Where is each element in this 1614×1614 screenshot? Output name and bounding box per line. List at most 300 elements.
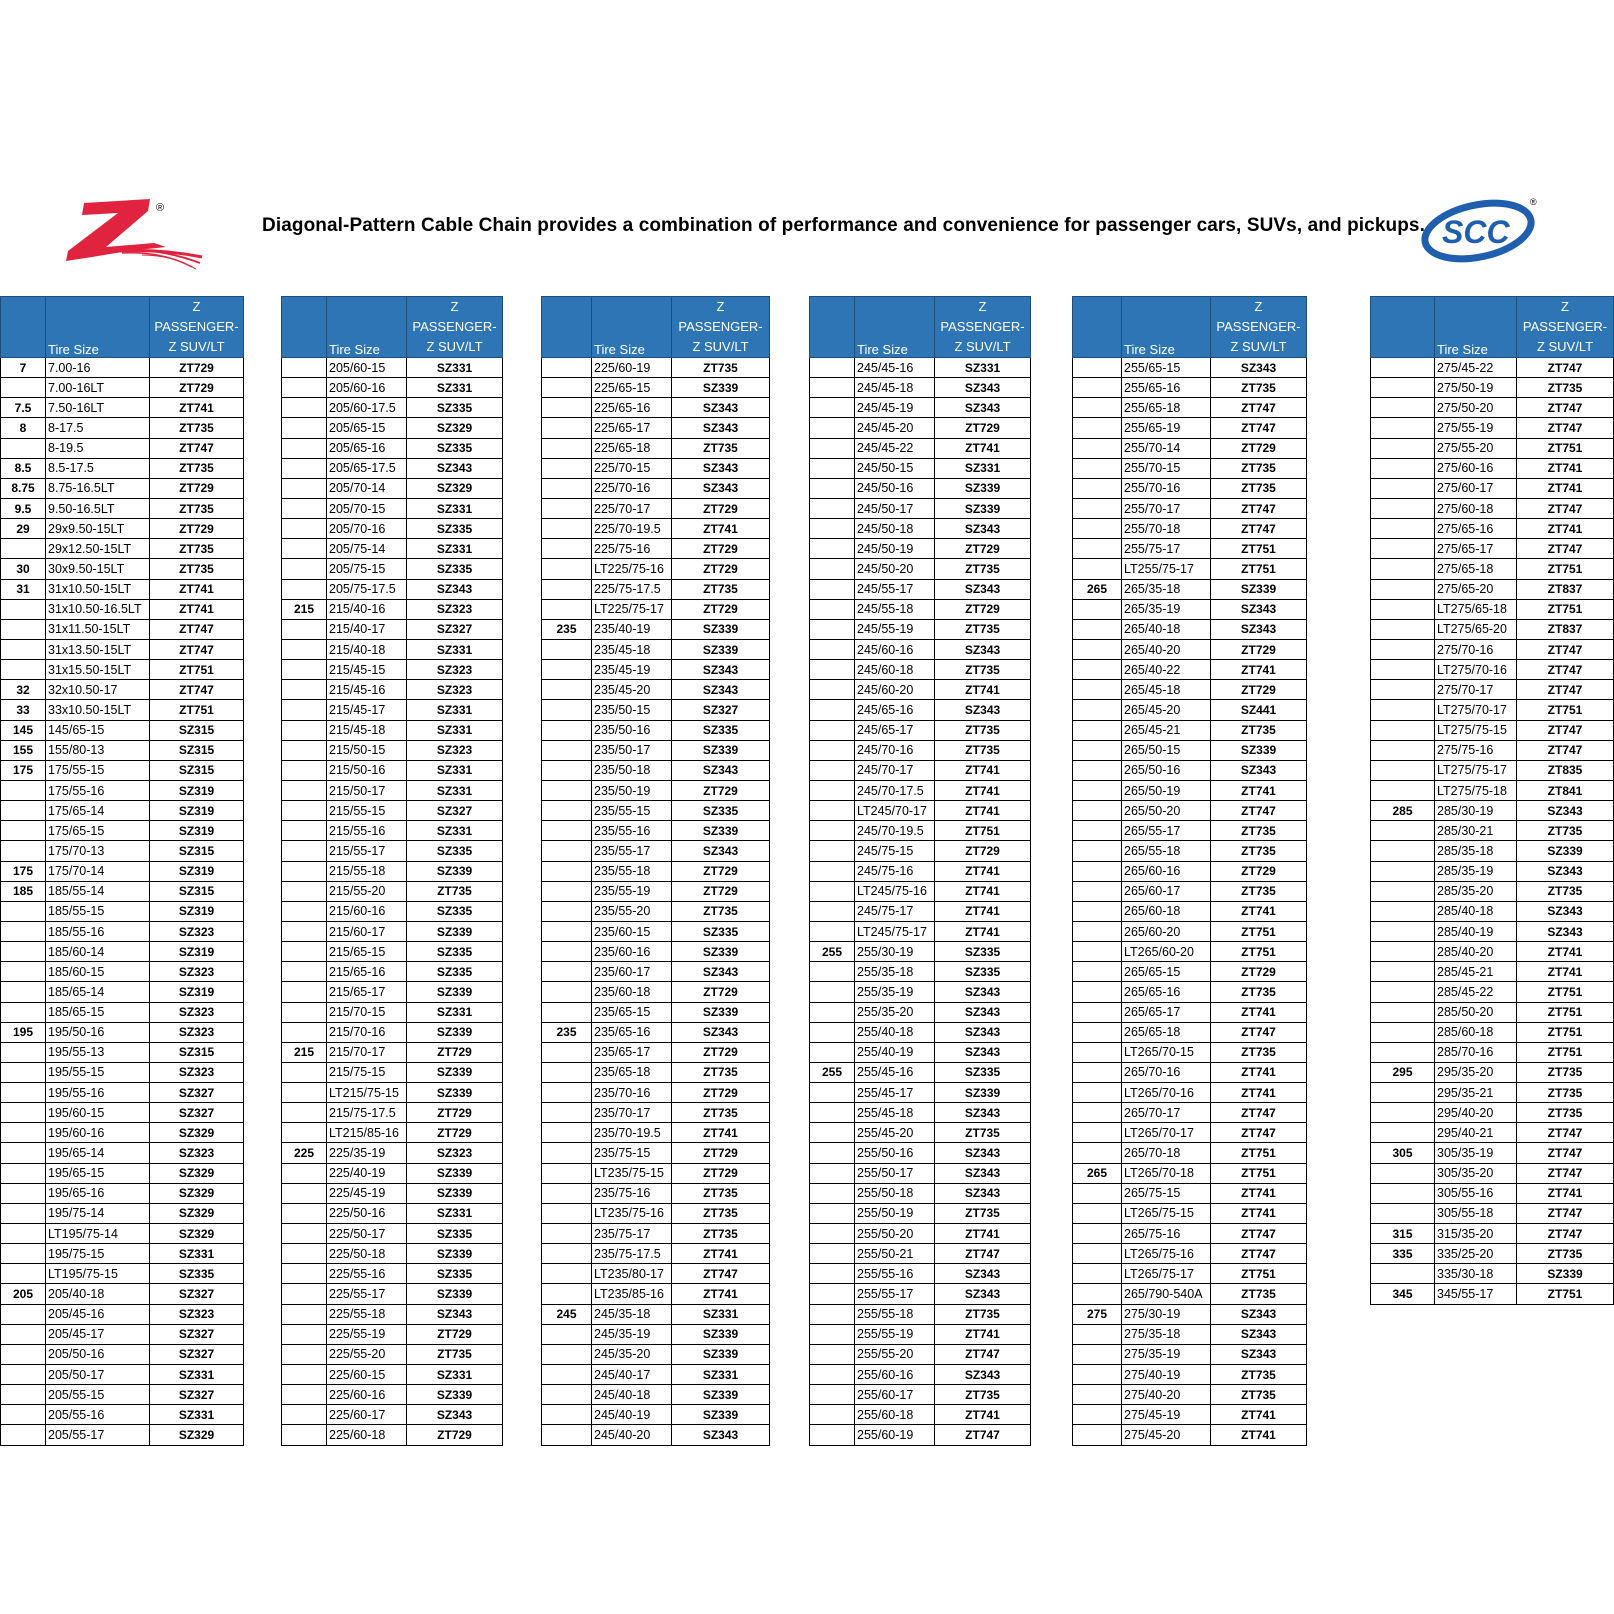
chain-model-cell: SZ335 (407, 398, 503, 418)
chain-model-cell: ZT741 (935, 901, 1031, 921)
tire-width-cell (1073, 1203, 1122, 1223)
tire-size-cell: 245/75-15 (855, 841, 935, 861)
chain-model-cell: ZT747 (1517, 1163, 1614, 1183)
chain-model-cell: SZ339 (672, 1405, 770, 1425)
chain-model-cell: SZ327 (672, 700, 770, 720)
tire-size-cell: LT275/65-20 (1435, 619, 1517, 639)
chain-model-cell: ZT729 (407, 1425, 503, 1445)
table-row (1073, 1183, 1307, 1203)
table-row (282, 1203, 503, 1223)
table-row (1371, 680, 1614, 700)
chain-model-cell: ZT735 (1211, 881, 1307, 901)
table-row (1, 1284, 244, 1304)
chain-header-line2: Z SUV/LT (1536, 339, 1594, 354)
chain-model-cell: ZT729 (672, 982, 770, 1002)
tire-size-cell: LT275/75-18 (1435, 780, 1517, 800)
tire-size-cell: 235/70-19.5 (592, 1123, 672, 1143)
tire-width-cell: 315 (1371, 1224, 1435, 1244)
tire-width-cell (810, 1163, 855, 1183)
tire-width-cell (1371, 559, 1435, 579)
chain-model-cell: ZT741 (1211, 1425, 1307, 1445)
chain-model-cell: ZT741 (935, 1405, 1031, 1425)
table-row (1073, 639, 1307, 659)
table-row (1073, 358, 1307, 378)
table-row (1073, 660, 1307, 680)
tire-width-cell (1371, 398, 1435, 418)
table-row (1, 801, 244, 821)
tire-width-cell (1371, 438, 1435, 458)
tire-size-cell: 215/45-16 (327, 680, 407, 700)
tire-size-cell: 195/60-15 (46, 1103, 150, 1123)
chain-model-cell: SZ339 (407, 1183, 503, 1203)
table-row (810, 901, 1031, 921)
tire-size-cell: 185/55-16 (46, 921, 150, 941)
chain-model-cell: SZ331 (935, 458, 1031, 478)
chain-model-cell: SZ343 (935, 1365, 1031, 1385)
table-row (282, 438, 503, 458)
chain-model-cell: SZ327 (150, 1284, 244, 1304)
tire-size-cell: 265/70-18 (1122, 1143, 1211, 1163)
tire-size-cell: 275/65-16 (1435, 519, 1517, 539)
chain-model-cell: SZ315 (150, 841, 244, 861)
chain-model-cell: ZT729 (1211, 680, 1307, 700)
table-row (542, 1143, 770, 1163)
table-row (1371, 901, 1614, 921)
tire-width-cell (1073, 1083, 1122, 1103)
tire-size-cell: 265/65-16 (1122, 982, 1211, 1002)
tire-width-cell (810, 801, 855, 821)
tire-size-cell: 265/50-20 (1122, 801, 1211, 821)
table-row (282, 660, 503, 680)
tire-width-cell (1073, 1344, 1122, 1364)
tire-size-cell: 255/55-20 (855, 1344, 935, 1364)
table-row (1073, 1103, 1307, 1123)
table-row (1371, 519, 1614, 539)
tire-width-cell (810, 1183, 855, 1203)
tire-size-cell: 235/70-16 (592, 1083, 672, 1103)
table-row (542, 780, 770, 800)
tire-size-cell: 255/60-16 (855, 1365, 935, 1385)
tire-size-cell: 215/50-17 (327, 780, 407, 800)
table-row (1371, 579, 1614, 599)
tire-size-cell: 215/50-16 (327, 760, 407, 780)
tire-width-cell (282, 861, 327, 881)
table-row (810, 559, 1031, 579)
chain-model-cell: ZT735 (1517, 1103, 1614, 1123)
table-row (542, 1324, 770, 1344)
tire-width-cell (810, 700, 855, 720)
chain-model-cell: SZ319 (150, 901, 244, 921)
tire-size-cell: 335/25-20 (1435, 1244, 1517, 1264)
tire-width-cell (810, 539, 855, 559)
tire-width-cell: 265 (1073, 1163, 1122, 1183)
chain-model-cell: ZT741 (935, 1324, 1031, 1344)
table-row (810, 1304, 1031, 1324)
table-row (542, 1123, 770, 1143)
table-row (1, 1163, 244, 1183)
tire-width-cell: 295 (1371, 1062, 1435, 1082)
chain-model-cell: ZT735 (672, 1103, 770, 1123)
tire-width-cell (1073, 438, 1122, 458)
chain-model-cell: ZT747 (1211, 1103, 1307, 1123)
chain-model-cell: SZ327 (150, 1103, 244, 1123)
chain-model-cell: SZ335 (407, 1264, 503, 1284)
tire-width-cell (1371, 539, 1435, 559)
chain-model-cell: ZT751 (1517, 1002, 1614, 1022)
tire-size-cell: 235/60-18 (592, 982, 672, 1002)
chain-model-cell: SZ331 (407, 498, 503, 518)
table-row (282, 1042, 503, 1062)
tire-width-cell (1073, 1224, 1122, 1244)
tire-size-cell: 255/65-18 (1122, 398, 1211, 418)
chain-model-cell: SZ327 (407, 619, 503, 639)
table-row (810, 639, 1031, 659)
tire-size-cell: 255/35-20 (855, 1002, 935, 1022)
tire-size-cell: 245/55-17 (855, 579, 935, 599)
chain-model-cell: ZT741 (1517, 519, 1614, 539)
tire-size-cell: 235/75-15 (592, 1143, 672, 1163)
tire-size-cell: 205/70-15 (327, 498, 407, 518)
table-row (282, 1143, 503, 1163)
tire-size-cell: 285/30-19 (1435, 801, 1517, 821)
tire-size-cell: 255/75-17 (1122, 539, 1211, 559)
tire-size-cell: 225/75-17.5 (592, 579, 672, 599)
tire-width-cell (542, 1103, 592, 1123)
table-row (1, 519, 244, 539)
table-row (542, 740, 770, 760)
table-row (810, 1264, 1031, 1284)
chain-model-cell: SZ331 (150, 1244, 244, 1264)
tire-size-cell: 245/40-18 (592, 1385, 672, 1405)
tire-width-cell (282, 1163, 327, 1183)
table-row (1073, 921, 1307, 941)
tire-width-cell (282, 660, 327, 680)
chain-model-cell: SZ331 (407, 760, 503, 780)
tire-size-cell: 305/55-16 (1435, 1183, 1517, 1203)
tire-size-cell: 245/40-17 (592, 1365, 672, 1385)
chain-model-cell: ZT735 (1211, 1365, 1307, 1385)
chain-model-cell: ZT747 (935, 1425, 1031, 1445)
tire-width-cell (1371, 740, 1435, 760)
chain-model-header (935, 297, 1031, 358)
tire-width-cell (1371, 1083, 1435, 1103)
table-row (542, 1163, 770, 1183)
tire-size-cell: LT265/70-15 (1122, 1042, 1211, 1062)
tire-width-cell: 235 (542, 619, 592, 639)
chain-model-cell: ZT735 (1517, 1062, 1614, 1082)
table-row (282, 539, 503, 559)
tire-width-cell (1, 921, 46, 941)
chain-model-cell: SZ335 (407, 519, 503, 539)
tire-width-cell (810, 1405, 855, 1425)
chain-model-cell: SZ343 (1211, 619, 1307, 639)
tire-width-cell: 215 (282, 1042, 327, 1062)
chain-model-cell: ZT741 (935, 921, 1031, 941)
tire-size-cell: 205/60-16 (327, 378, 407, 398)
table-row (542, 821, 770, 841)
table-row (282, 861, 503, 881)
chain-model-cell: SZ327 (407, 801, 503, 821)
tire-width-cell (282, 1425, 327, 1445)
table-row (810, 1123, 1031, 1143)
table-row (542, 378, 770, 398)
table-row (282, 498, 503, 518)
chain-model-cell: ZT741 (1211, 1183, 1307, 1203)
tire-width-cell (1, 1365, 46, 1385)
tire-size-cell: 225/50-17 (327, 1224, 407, 1244)
tire-size-cell: 235/65-18 (592, 1062, 672, 1082)
table-row (542, 579, 770, 599)
chain-model-cell: SZ331 (150, 1365, 244, 1385)
tire-size-cell: LT265/70-17 (1122, 1123, 1211, 1143)
chain-model-cell: SZ339 (672, 378, 770, 398)
table-row (1073, 1284, 1307, 1304)
tire-width-cell (1371, 881, 1435, 901)
chain-model-cell: ZT735 (407, 1344, 503, 1364)
tire-width-cell: 205 (1, 1284, 46, 1304)
chain-model-cell: SZ343 (1211, 1324, 1307, 1344)
tire-width-cell (1371, 478, 1435, 498)
table-row (282, 1022, 503, 1042)
tire-size-cell: 255/50-16 (855, 1143, 935, 1163)
table-row (1, 780, 244, 800)
table-row (1371, 1264, 1614, 1284)
table-row (1371, 1083, 1614, 1103)
tire-size-cell: 215/55-20 (327, 881, 407, 901)
tire-width-cell (282, 1022, 327, 1042)
tire-size-cell: LT235/80-17 (592, 1264, 672, 1284)
chain-model-cell: SZ335 (672, 921, 770, 941)
table-row (810, 539, 1031, 559)
table-row (542, 942, 770, 962)
table-row (810, 1042, 1031, 1062)
tire-width-cell (542, 1425, 592, 1445)
tire-size-cell: 195/65-14 (46, 1143, 150, 1163)
tire-size-cell: 255/70-17 (1122, 498, 1211, 518)
tire-size-cell: 265/60-16 (1122, 861, 1211, 881)
tire-width-cell (542, 539, 592, 559)
tire-size-cell: LT265/70-16 (1122, 1083, 1211, 1103)
chain-header-line1: Z PASSENGER- (154, 299, 239, 334)
tire-size-cell: 32x10.50-17 (46, 680, 150, 700)
tire-size-cell: 275/45-20 (1122, 1425, 1211, 1445)
tire-size-cell: 275/70-16 (1435, 639, 1517, 659)
tire-size-cell: 215/40-16 (327, 599, 407, 619)
tire-size-cell: 335/30-18 (1435, 1264, 1517, 1284)
tire-width-cell (542, 1324, 592, 1344)
tire-size-cell: 225/60-18 (327, 1425, 407, 1445)
tire-size-header: Tire Size (1122, 297, 1211, 358)
chain-model-cell: SZ323 (150, 1022, 244, 1042)
chain-model-cell: SZ319 (150, 942, 244, 962)
table-row (542, 1284, 770, 1304)
tire-size-cell: 255/70-18 (1122, 519, 1211, 539)
tire-width-cell (810, 1143, 855, 1163)
table-row (810, 1002, 1031, 1022)
tire-size-cell: 295/40-20 (1435, 1103, 1517, 1123)
tire-width-cell (282, 1344, 327, 1364)
tire-size-cell: 31x11.50-15LT (46, 619, 150, 639)
tire-width-cell (1073, 942, 1122, 962)
tire-size-cell: 255/70-16 (1122, 478, 1211, 498)
table-row (1, 1324, 244, 1344)
chain-model-cell: SZ323 (150, 1002, 244, 1022)
table-row (1371, 760, 1614, 780)
tire-width-cell (1371, 519, 1435, 539)
table-row (542, 841, 770, 861)
tire-width-cell (1073, 1002, 1122, 1022)
tire-width-cell: 255 (810, 1062, 855, 1082)
table-row (542, 1224, 770, 1244)
tire-size-cell: 245/60-20 (855, 680, 935, 700)
chain-model-cell: SZ323 (407, 1143, 503, 1163)
table-row (810, 519, 1031, 539)
tire-size-cell: 215/55-16 (327, 821, 407, 841)
table-row (1073, 579, 1307, 599)
tire-width-cell (1371, 599, 1435, 619)
tire-size-cell: 225/50-18 (327, 1244, 407, 1264)
table-row (1, 942, 244, 962)
tire-width-cell (1371, 1183, 1435, 1203)
tire-size-cell: 305/35-20 (1435, 1163, 1517, 1183)
chain-model-cell: ZT741 (935, 861, 1031, 881)
table-row (1073, 519, 1307, 539)
tire-width-cell (1073, 639, 1122, 659)
table-row (810, 881, 1031, 901)
tire-width-cell (1, 660, 46, 680)
table-row (542, 1083, 770, 1103)
chain-model-cell: SZ323 (407, 680, 503, 700)
table-row (810, 1284, 1031, 1304)
tire-width-cell (1073, 1143, 1122, 1163)
tire-width-cell (1, 1143, 46, 1163)
tire-size-cell: 205/45-16 (46, 1304, 150, 1324)
chain-model-cell: ZT747 (150, 438, 244, 458)
tire-width-cell (282, 539, 327, 559)
chain-model-cell: SZ323 (407, 599, 503, 619)
tire-width-cell (1371, 841, 1435, 861)
tire-width-cell: 275 (1073, 1304, 1122, 1324)
tire-size-cell: 235/75-17 (592, 1224, 672, 1244)
tire-size-header: Tire Size (1435, 297, 1517, 358)
tire-size-cell: 285/35-18 (1435, 841, 1517, 861)
chain-model-cell: SZ343 (672, 478, 770, 498)
tire-size-cell: 275/40-19 (1122, 1365, 1211, 1385)
table-row (542, 1203, 770, 1223)
tire-size-cell: 275/60-18 (1435, 498, 1517, 518)
chain-model-cell: SZ329 (150, 1224, 244, 1244)
chain-model-cell: ZT841 (1517, 780, 1614, 800)
chain-model-cell: SZ331 (407, 821, 503, 841)
tire-size-cell: 255/50-20 (855, 1224, 935, 1244)
chain-model-cell: ZT735 (1211, 458, 1307, 478)
tire-size-cell: 215/45-15 (327, 660, 407, 680)
chain-model-cell: SZ343 (935, 398, 1031, 418)
chain-model-cell: SZ339 (407, 1083, 503, 1103)
chain-model-cell: SZ343 (407, 458, 503, 478)
tire-size-cell: LT195/75-15 (46, 1264, 150, 1284)
table-row (810, 841, 1031, 861)
chain-model-cell: ZT735 (935, 559, 1031, 579)
tire-width-cell (1371, 760, 1435, 780)
table-row (1371, 1183, 1614, 1203)
table-row (1371, 599, 1614, 619)
tire-width-cell (542, 559, 592, 579)
tire-size-cell: 7.00-16 (46, 358, 150, 378)
tire-size-cell: LT265/60-20 (1122, 942, 1211, 962)
tire-size-cell: 255/50-21 (855, 1244, 935, 1264)
table-row (282, 821, 503, 841)
tire-size-cell: 205/65-16 (327, 438, 407, 458)
table-row (1371, 619, 1614, 639)
tire-width-cell (542, 780, 592, 800)
tire-width-cell (282, 720, 327, 740)
chain-model-cell: SZ329 (150, 1425, 244, 1445)
tire-size-cell: 175/65-15 (46, 821, 150, 841)
tire-width-cell (542, 1123, 592, 1143)
table-row (1, 458, 244, 478)
table-row (542, 1385, 770, 1405)
chain-model-cell: SZ343 (935, 579, 1031, 599)
chain-model-cell: SZ343 (672, 418, 770, 438)
tire-width-cell: 7.5 (1, 398, 46, 418)
tire-width-cell (810, 1203, 855, 1223)
table-row (1073, 821, 1307, 841)
tire-size-cell: 245/75-17 (855, 901, 935, 921)
tire-width-cell: 345 (1371, 1284, 1435, 1304)
tire-size-cell: 215/55-18 (327, 861, 407, 881)
table-row (1371, 821, 1614, 841)
table-row (1073, 1425, 1307, 1445)
table-row (1, 559, 244, 579)
tire-width-cell (1073, 841, 1122, 861)
tire-size-cell: 235/50-15 (592, 700, 672, 720)
table-row (1, 1224, 244, 1244)
table-row (1073, 378, 1307, 398)
tire-width-cell (282, 1083, 327, 1103)
tire-width-cell (542, 378, 592, 398)
table-row (1371, 660, 1614, 680)
chain-model-cell: ZT729 (1211, 962, 1307, 982)
chain-model-cell: ZT729 (672, 1042, 770, 1062)
table-row (1, 760, 244, 780)
tire-width-cell (810, 1425, 855, 1445)
chain-header-line1: Z PASSENGER- (412, 299, 497, 334)
tire-width-cell (1073, 962, 1122, 982)
tire-size-cell: LT235/75-16 (592, 1203, 672, 1223)
tire-width-cell (542, 358, 592, 378)
tire-width-cell (1073, 740, 1122, 760)
chain-model-cell: SZ329 (407, 418, 503, 438)
tire-width-cell (1, 639, 46, 659)
tire-size-cell: 235/45-19 (592, 660, 672, 680)
tire-size-cell: 255/55-19 (855, 1324, 935, 1344)
chain-model-cell: ZT735 (150, 539, 244, 559)
tire-size-cell: 285/45-22 (1435, 982, 1517, 1002)
table-row (1, 1203, 244, 1223)
tire-width-cell (810, 639, 855, 659)
chain-model-cell: ZT729 (672, 599, 770, 619)
table-row (1073, 559, 1307, 579)
tire-width-cell (282, 1224, 327, 1244)
tire-width-cell (282, 881, 327, 901)
tire-width-cell (542, 680, 592, 700)
table-row (810, 1143, 1031, 1163)
chain-model-cell: SZ343 (935, 519, 1031, 539)
tire-size-cell: 275/65-18 (1435, 559, 1517, 579)
chain-header-line2: Z SUV/LT (168, 339, 225, 354)
chain-header-line1: Z PASSENGER- (1216, 299, 1301, 334)
